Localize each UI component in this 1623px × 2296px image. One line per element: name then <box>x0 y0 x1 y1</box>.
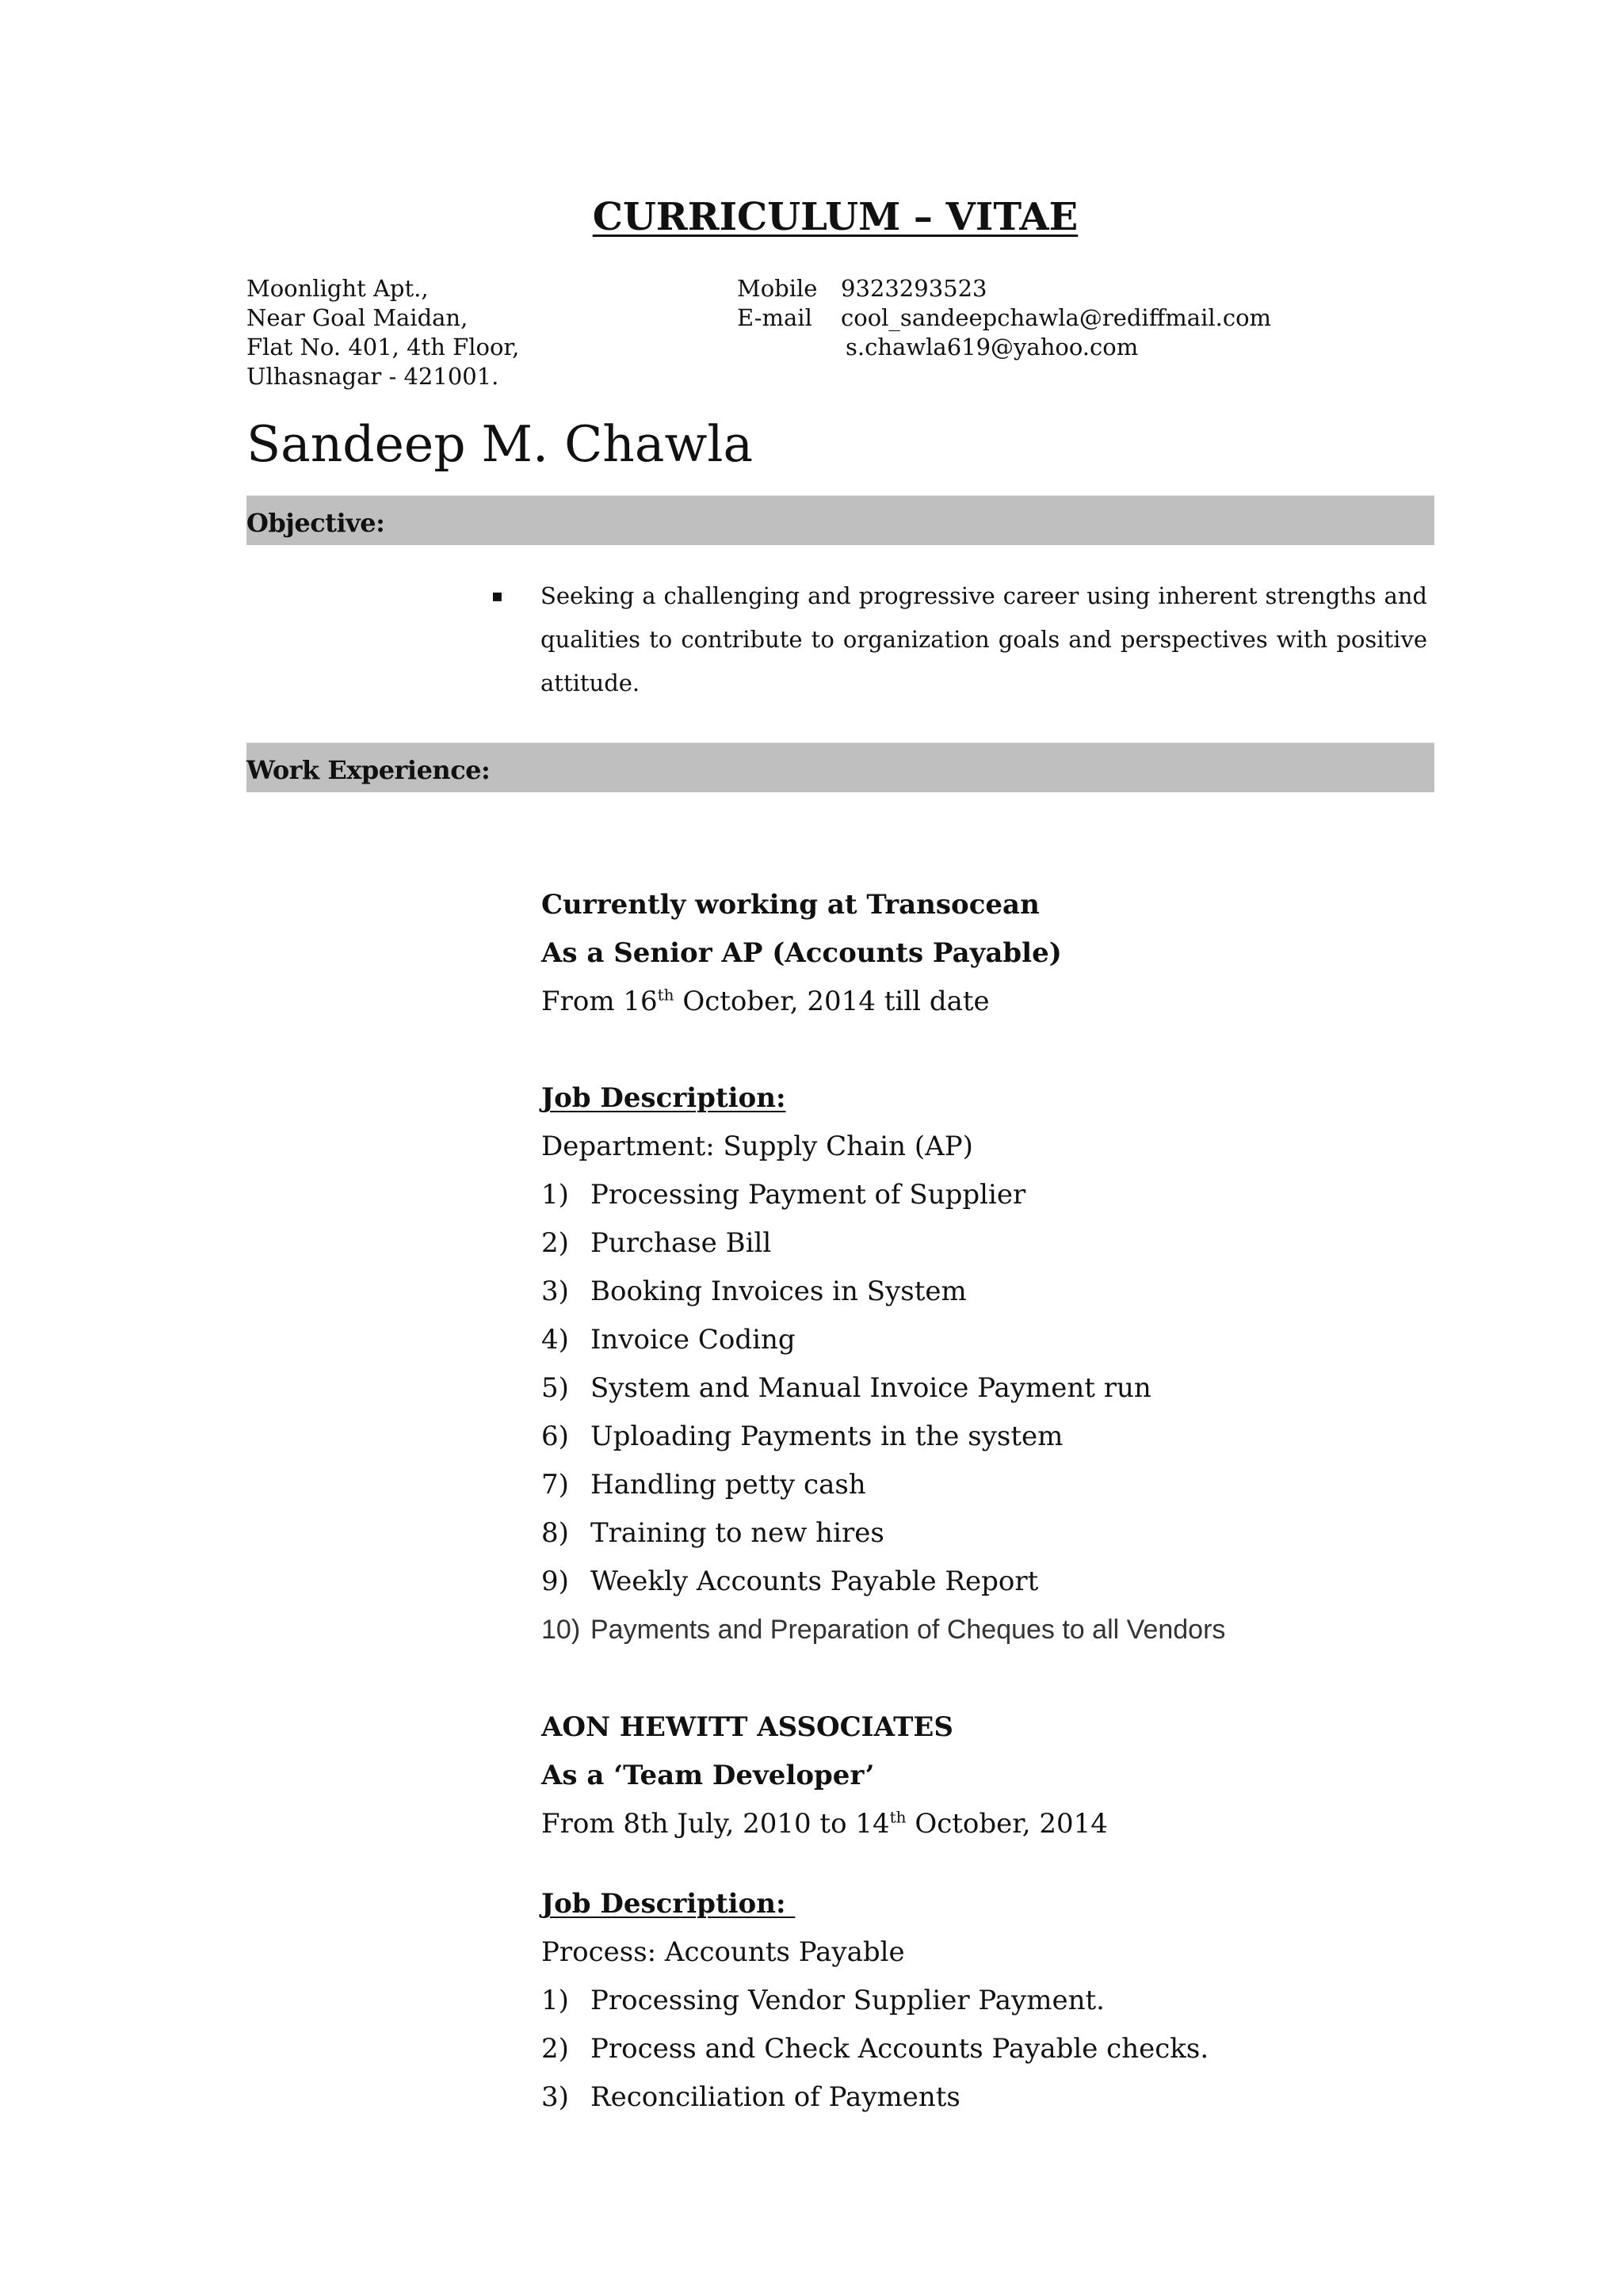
duty-number: 10) <box>541 1615 581 1645</box>
duty-text: Purchase Bill <box>590 1227 772 1259</box>
address-line: Moonlight Apt., <box>246 275 429 302</box>
duty-text: Reconciliation of Payments <box>590 2081 960 2113</box>
duty-text: Training to new hires <box>590 1517 884 1549</box>
job-entry-aon-hewitt <box>541 1703 1413 2122</box>
duty-number: 9) <box>541 1566 569 1597</box>
period-prefix: From 8th July, 2010 to 14 <box>541 1808 890 1840</box>
duty-number: 7) <box>541 1469 569 1501</box>
work-experience-section-bar <box>246 742 1434 792</box>
document-title: CURRICULUM – VITAE <box>592 195 1079 239</box>
duty-number: 5) <box>541 1372 569 1404</box>
duty-number: 4) <box>541 1324 569 1356</box>
company-name: AON HEWITT ASSOCIATES <box>541 1711 953 1743</box>
address-line: Ulhasnagar - 421001. <box>246 363 499 390</box>
duty-text: Booking Invoices in System <box>590 1276 967 1307</box>
duty-item <box>541 1219 1413 1268</box>
duty-item <box>541 2025 1413 2073</box>
email-row <box>737 303 1271 333</box>
department: Department: Supply Chain (AP) <box>541 1131 973 1162</box>
contact-block <box>737 274 1271 362</box>
work-experience-heading: Work Experience: <box>246 755 491 785</box>
period-sup: th <box>657 985 674 1005</box>
duty-item <box>541 1268 1413 1316</box>
job-role: As a ‘Team Developer’ <box>541 1760 875 1791</box>
objective-body <box>491 574 1427 705</box>
mobile-number: 9323293523 <box>841 275 987 302</box>
duty-item <box>541 1364 1413 1413</box>
email-label: E-mail <box>737 304 812 331</box>
email-secondary: s.chawla619@yahoo.com <box>846 334 1139 360</box>
duty-item <box>541 1316 1413 1364</box>
address-line: Flat No. 401, 4th Floor, <box>246 334 520 360</box>
duty-item <box>541 1171 1413 1219</box>
duty-number: 1) <box>541 1179 569 1211</box>
bullet-icon: ▪ <box>491 586 503 606</box>
address-line: Near Goal Maidan, <box>246 304 468 331</box>
duty-number: 6) <box>541 1421 569 1452</box>
duty-text: Payments and Preparation of Cheques to all Vendors <box>590 1615 1226 1645</box>
objective-heading: Objective: <box>246 508 385 538</box>
objective-section-bar <box>246 495 1434 545</box>
duty-item <box>541 1413 1413 1461</box>
duty-text: Invoice Coding <box>590 1324 796 1356</box>
duty-text: System and Manual Invoice Payment run <box>590 1372 1151 1404</box>
objective-text: Seeking a challenging and progressive career using inherent strengths and qualities to contribute to organization goals and perspectives with positive attitude. <box>540 582 1427 696</box>
duty-number: 3) <box>541 1276 569 1307</box>
job-role: As a Senior AP (Accounts Payable) <box>541 937 1062 969</box>
mobile-row <box>737 274 1271 303</box>
job-description-heading: Job Description: <box>541 1888 796 1920</box>
duty-number: 1) <box>541 1985 569 2016</box>
duty-text: Process and Check Accounts Payable checks. <box>590 2033 1209 2065</box>
job-period <box>541 1800 1413 1848</box>
period-sup: th <box>889 1807 907 1827</box>
mobile-label: Mobile <box>737 275 818 302</box>
email-primary: cool_sandeepchawla@rediffmail.com <box>841 304 1272 331</box>
duty-number: 3) <box>541 2081 569 2113</box>
period-suffix: October, 2014 till date <box>674 986 990 1017</box>
duty-text: Processing Vendor Supplier Payment. <box>590 1985 1105 2016</box>
duty-text: Processing Payment of Supplier <box>590 1179 1026 1211</box>
duty-item <box>541 1977 1413 2025</box>
duty-text: Handling petty cash <box>590 1469 866 1501</box>
job-entry-transocean <box>541 881 1413 1654</box>
duty-text: Uploading Payments in the system <box>590 1421 1064 1452</box>
address-block <box>246 274 519 391</box>
job-period <box>541 978 1413 1026</box>
duty-number: 2) <box>541 2033 569 2065</box>
company-name: Currently working at Transocean <box>541 889 1040 921</box>
period-prefix: From 16 <box>541 986 658 1017</box>
duty-item <box>541 2073 1413 2122</box>
period-suffix: October, 2014 <box>906 1808 1108 1840</box>
duty-number: 2) <box>541 1227 569 1259</box>
duty-text: Weekly Accounts Payable Report <box>590 1566 1039 1597</box>
duty-item <box>541 1558 1413 1606</box>
candidate-name: Sandeep M. Chawla <box>246 415 754 473</box>
email-row-secondary <box>737 333 1271 362</box>
duty-number: 8) <box>541 1517 569 1549</box>
duty-item <box>541 1461 1413 1509</box>
duty-item <box>541 1606 1413 1654</box>
job-description-heading: Job Description: <box>541 1082 786 1114</box>
process: Process: Accounts Payable <box>541 1936 905 1968</box>
duty-item <box>541 1509 1413 1558</box>
